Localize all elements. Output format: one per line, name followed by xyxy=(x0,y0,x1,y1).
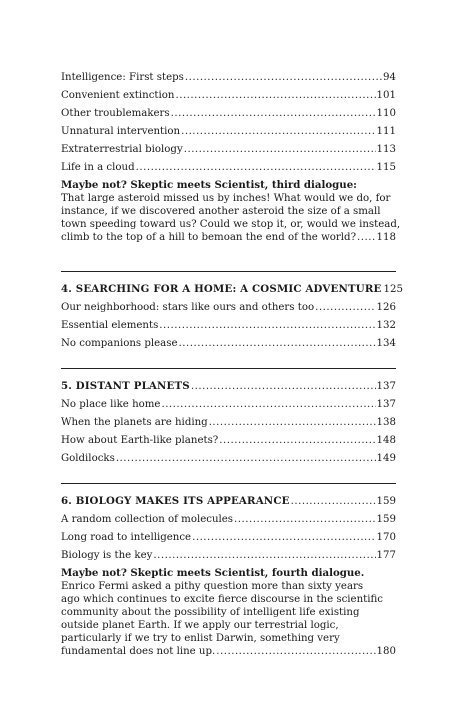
entry-title: Goldilocks xyxy=(61,453,115,464)
toc-section-3 xyxy=(61,71,401,244)
dot-leader xyxy=(179,337,376,350)
entry-page: 115 xyxy=(376,162,396,173)
toc-section-5 xyxy=(61,380,396,465)
dot-leader xyxy=(357,231,376,244)
dot-leader xyxy=(181,125,375,138)
dialogue-last-line xyxy=(61,231,396,244)
dot-leader xyxy=(171,107,376,120)
toc-entry[interactable] xyxy=(61,337,396,350)
entry-page: 180 xyxy=(376,646,396,657)
entry-page: 177 xyxy=(376,550,396,561)
toc-entry[interactable] xyxy=(61,125,396,138)
entry-title: How about Earth-like planets? xyxy=(61,435,219,446)
dot-leader xyxy=(219,434,375,447)
dialogue-line: Enrico Fermi asked a pithy question more than sixty years xyxy=(61,581,364,592)
toc-section-4 xyxy=(61,283,403,350)
dot-leader xyxy=(234,513,376,526)
entry-page: 134 xyxy=(376,338,396,349)
entry-title: Life in a cloud xyxy=(61,162,135,173)
entry-page: 132 xyxy=(376,320,396,331)
entry-page: 118 xyxy=(376,232,396,243)
entry-title: Essential elements xyxy=(61,320,159,331)
entry-page: 149 xyxy=(376,453,396,464)
dialogue-line: That large asteroid missed us by inches! What would we do, for xyxy=(61,193,391,204)
dot-leader xyxy=(116,452,376,465)
entry-page: 138 xyxy=(376,417,396,428)
dialogue-entry[interactable] xyxy=(61,567,396,658)
toc-entry[interactable] xyxy=(61,531,396,544)
dialogue-line: particularly if we try to enlist Darwin, something very xyxy=(61,633,340,644)
entry-title: Extraterrestrial biology xyxy=(61,144,183,155)
toc-entry[interactable] xyxy=(61,89,396,102)
chapter-page: 137 xyxy=(376,381,396,392)
chapter-heading[interactable] xyxy=(61,283,403,296)
entry-title: Other troublemakers xyxy=(61,108,170,119)
entry-title: No place like home xyxy=(61,399,161,410)
entry-page: 110 xyxy=(376,108,396,119)
entry-title: Long road to intelligence xyxy=(61,532,192,543)
dialogue-heading: Maybe not? Skeptic meets Scientist, fourth dialogue. xyxy=(61,567,365,579)
toc-entry[interactable] xyxy=(61,107,396,120)
chapter-title: 5. DISTANT PLANETS xyxy=(61,380,190,392)
chapter-heading[interactable] xyxy=(61,380,396,393)
entry-title: Biology is the key xyxy=(61,550,153,561)
dialogue-line: ago which continues to excite fierce discourse in the scientific xyxy=(61,594,384,605)
toc-entry[interactable] xyxy=(61,549,396,562)
dot-leader xyxy=(291,495,376,508)
dot-leader xyxy=(175,89,375,102)
entry-page: 111 xyxy=(376,126,396,137)
toc-entry[interactable] xyxy=(61,513,396,526)
table-of-contents xyxy=(61,71,403,663)
chapter-title: 4. SEARCHING FOR A HOME: A COSMIC ADVENTURE xyxy=(61,283,382,295)
entry-title: No companions please xyxy=(61,338,178,349)
dot-leader xyxy=(159,319,375,332)
entry-page: 137 xyxy=(376,399,396,410)
dialogue-line: climb to the top of a hill to bemoan the end of the world? xyxy=(61,232,357,243)
toc-entry[interactable] xyxy=(61,161,396,174)
entry-page: 148 xyxy=(376,435,396,446)
entry-title: Unnatural intervention xyxy=(61,126,181,137)
dialogue-line: instance, if we discovered another asteroid the size of a small xyxy=(61,206,381,217)
toc-entry[interactable] xyxy=(61,434,396,447)
dot-leader xyxy=(209,416,376,429)
dialogue-line: fundamental does not line up. xyxy=(61,646,216,657)
toc-entry[interactable] xyxy=(61,398,396,411)
entry-page: 126 xyxy=(376,302,396,313)
entry-page: 170 xyxy=(376,532,396,543)
dialogue-heading: Maybe not? Skeptic meets Scientist, third dialogue: xyxy=(61,179,357,191)
chapter-page: 159 xyxy=(376,496,396,507)
dialogue-line: town speeding toward us? Could we stop it, or, would we instead, xyxy=(61,219,401,230)
toc-section-6 xyxy=(61,495,396,658)
toc-entry[interactable] xyxy=(61,416,396,429)
entry-title: Intelligence: First steps xyxy=(61,72,184,83)
toc-entry[interactable] xyxy=(61,319,396,332)
dot-leader xyxy=(216,645,375,658)
chapter-title: 6. BIOLOGY MAKES ITS APPEARANCE xyxy=(61,495,290,507)
dot-leader xyxy=(192,531,375,544)
entry-page: 94 xyxy=(383,72,396,83)
entry-title: A random collection of molecules xyxy=(61,514,234,525)
dialogue-entry[interactable] xyxy=(61,179,401,244)
dot-leader xyxy=(184,143,376,156)
entry-page: 159 xyxy=(376,514,396,525)
dot-leader xyxy=(191,380,376,393)
entry-title: Our neighborhood: stars like ours and others too xyxy=(61,302,315,313)
dot-leader xyxy=(185,71,382,84)
toc-entry[interactable] xyxy=(61,71,396,84)
dot-leader xyxy=(153,549,375,562)
dialogue-line: community about the possibility of intelligent life existing xyxy=(61,607,360,618)
entry-title: Convenient extinction xyxy=(61,90,175,101)
dot-leader xyxy=(161,398,375,411)
toc-entry[interactable] xyxy=(61,452,396,465)
toc-entry[interactable] xyxy=(61,143,396,156)
dot-leader xyxy=(315,301,375,314)
chapter-page: 125 xyxy=(383,284,403,295)
entry-page: 113 xyxy=(376,144,396,155)
dot-leader xyxy=(136,161,376,174)
toc-entry[interactable] xyxy=(61,301,396,314)
dialogue-last-line xyxy=(61,645,396,658)
chapter-heading[interactable] xyxy=(61,495,396,508)
entry-page: 101 xyxy=(376,90,396,101)
entry-title: When the planets are hiding xyxy=(61,417,208,428)
dialogue-line: outside planet Earth. If we apply our terrestrial logic, xyxy=(61,620,339,631)
